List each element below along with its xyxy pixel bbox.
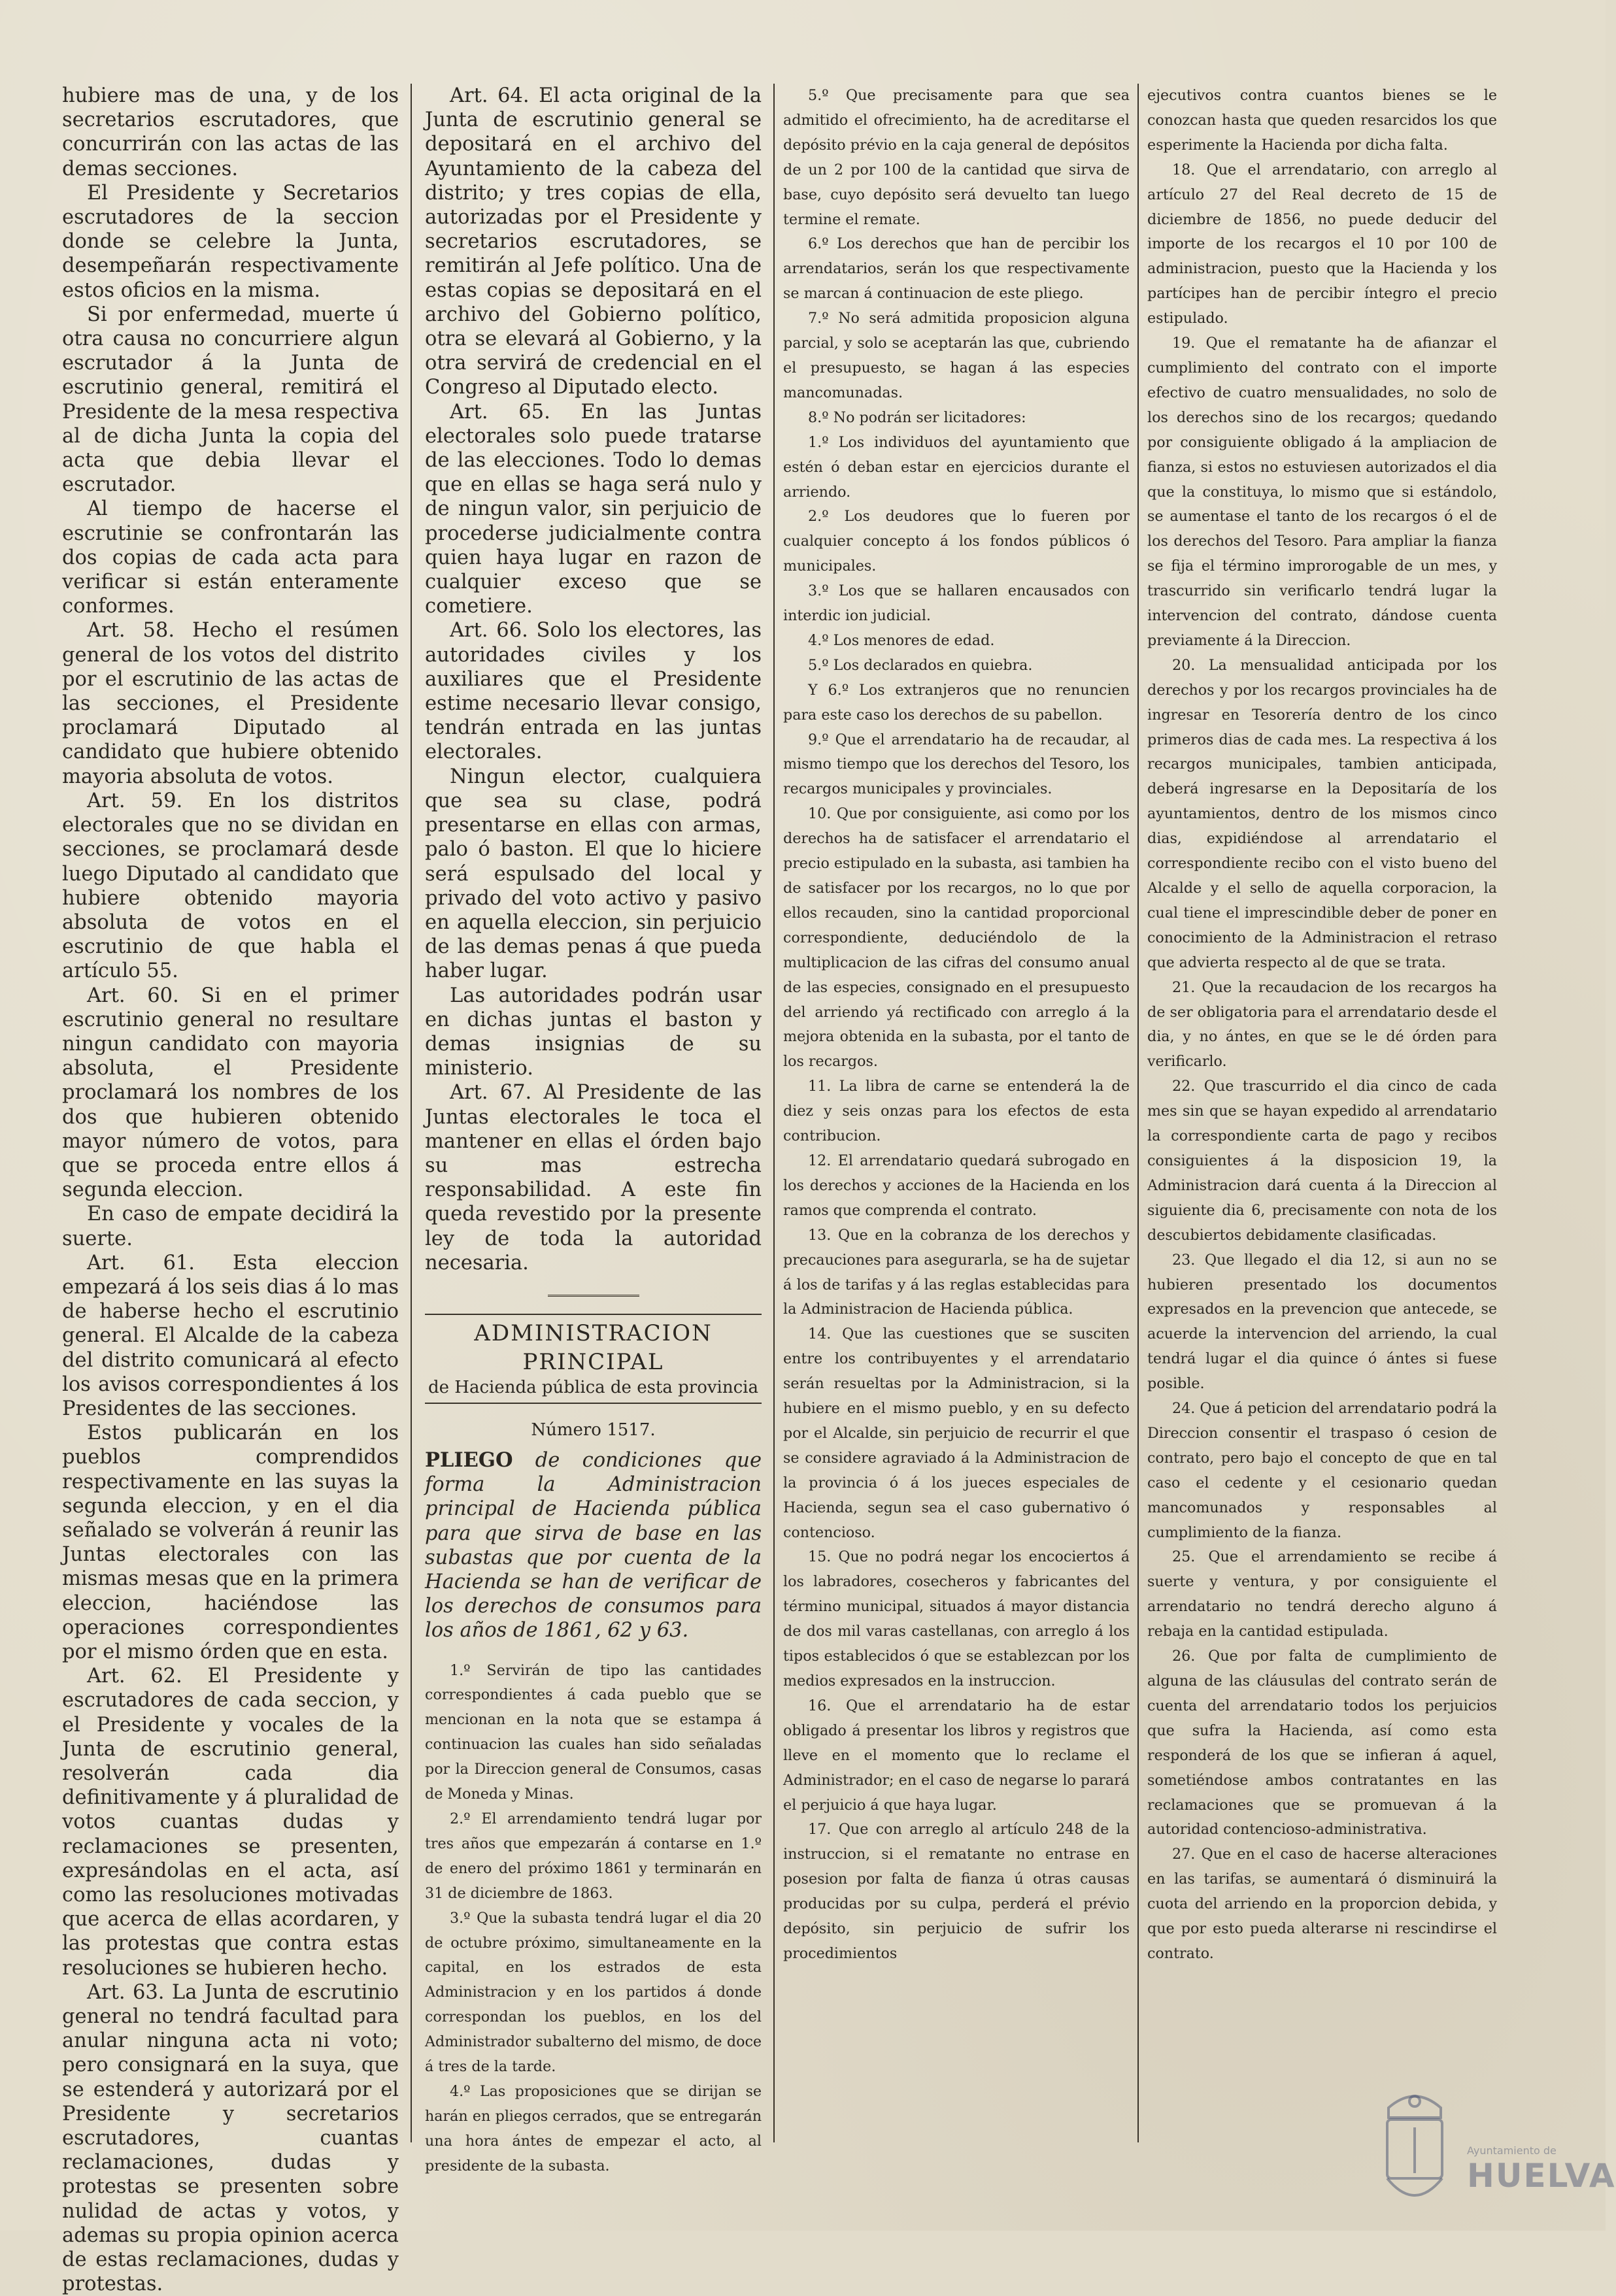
article-65: Art. 65. En las Juntas electorales solo puede tratarse de las elecciones. Todo lo demas que en ellas se haga será nulo y de ningun valor, sin perjuicio de procederse judicialmente contra quien haya lugar en razon de cualquier exceso que se cometiere. (425, 400, 762, 618)
article-67: Art. 67. Al Presidente de las Juntas electorales le toca el mantener en ellas el órden bajo su mas estrecha responsabilidad. A este fin queda revestido por la presente ley de toda la autoridad necesaria. (425, 1081, 762, 1274)
condition-15: 15. Que no podrá negar los encociertos á los labradores, cosecheros y fabricantes del término municipal, situados á mayor distancia de dos mil varas castellanas, con arreglo á los tipos establecidos ó que se establezcan por los medios expresados en la instruccion. (783, 1548, 1130, 1689)
paragraph: ejecutivos contra cuantos bienes se le conozcan hasta que queden resarcidos los que esperimente la Hacienda por dicha falta. (1147, 87, 1497, 154)
paragraph: Al tiempo de hacerse el escrutinie se confrontarán las dos copias de cada acta para verificar si están enteramente conformes. (62, 497, 399, 618)
condition-8: 8.º No podrán ser licitadores: (808, 408, 1026, 426)
column-4 (1147, 84, 1497, 2136)
condition-26: 26. Que por falta de cumplimiento de alguna de las cláusulas del contrato serán de cuenta del arrendatario todos los perjuicios que sufra la Hacienda, así como esta responderá de los que se infieran á aquel, sometiéndose ambos contratantes en las reclamaciones que se promuevan á la autoridad contencioso-administrativa. (1147, 1648, 1497, 1838)
paragraph: En caso de empate decidirá la suerte. (62, 1203, 399, 1250)
condition-27: 27. Que en el caso de hacerse alteraciones en las tarifas, se aumentará ó disminuirá la cuota del arriendo en la proporcion debida, y que por esto pueda alterarse ni rescindirse el contrato. (1147, 1846, 1497, 1962)
condition-13: 13. Que en la cobranza de los derechos y precauciones para asegurarla, se ha de sujetar á los de tarifas y á las reglas establecidas para la Administracion de Hacienda pública. (783, 1226, 1130, 1318)
watermark-line2: HUELVA (1467, 2157, 1616, 2195)
column-3 (783, 84, 1130, 2136)
huelva-crest-icon (1369, 2082, 1460, 2212)
condition-24: 24. Que á peticion del arrendatario podrá la Direccion consentir el traspaso ó cesion de contrato, pero bajo el concepto de que en tal caso el cedente y el cesionario quedan mancomunados y responsables al cumplimiento de la fianza. (1147, 1400, 1497, 1541)
article-63: Art. 63. La Junta de escrutinio general no tendrá facultad para anular ninguna acta ni voto; pero consignará en la suya, que se estenderá y autorizará por el Presidente y secretarios escrutadores, cuantas reclamaciones, dudas y protestas se presenten sobre nulidad de actas y votos, y ademas su propia opinion acerca de estas reclamaciones, dudas y protestas. (62, 1980, 399, 2296)
watermark-line1: Ayuntamiento de (1467, 2144, 1557, 2157)
document-number: Número 1517. (531, 1420, 656, 1440)
paragraph: Las autoridades podrán usar en dichas juntas el baston y demas insignias de su ministerio. (425, 984, 762, 1080)
watermark (1369, 2082, 1616, 2212)
column-rule (1137, 84, 1139, 2142)
article-66: Art. 66. Solo los electores, las autoridades civiles y los auxiliares que el Presidente estime necesario llevar consigo, tendrán entrada en las juntas electorales. (425, 619, 762, 764)
pliego-heading (425, 1448, 762, 1643)
section-title: ADMINISTRACION PRINCIPAL (474, 1320, 713, 1375)
condition-2: 2.º El arrendamiento tendrá lugar por tres años que empezarán á contarse en 1.º de enero del próximo 1861 y terminarán en 31 de diciembre de 1863. (425, 1810, 762, 1902)
condition-21: 21. Que la recaudacion de los recargos ha de ser obligatoria para el arrendatario desde el dia, y no ántes, en que se le dé órden para verificarlo. (1147, 978, 1497, 1071)
condition-6: 6.º Los derechos que han de percibir los arrendatarios, serán los que respectivamente se marcan á continuacion de este pliego. (783, 235, 1130, 303)
article-62: Art. 62. El Presidente y escrutadores de cada seccion, y el Presidente y vocales de la Junta de escrutinio general, resolverán cada dia definitivamente y á pluralidad de votos cuantas dudas y reclamaciones se presenten, expresándolas en el acta, así como las resoluciones motivadas que acerca de ellas acordaren, y las protestas que contra estas resoluciones se hubieren hecho. (62, 1665, 399, 1980)
condition-10: 10. Que por consiguiente, asi como por los derechos ha de satisfacer el arrendatario el precio estipulado en la subasta, asi tambien ha de satisfacer por los recargos, no lo que por ellos recauden, sino la cantidad proporcional correspondiente, deduciéndolo de la multiplicacion de las cifras del consumo anual de las especies, consignado en el presupuesto del arriendo yá rectificado con arreglo á la mejora obtenida en la subasta, por el tanto de los recargos. (783, 805, 1130, 1071)
condition-5: 5.º Que precisamente para que sea admitido el ofrecimiento, ha de acreditarse el depósito prévio en la caja general de depósitos de un 2 por 100 de la cantidad que sirva de base, cuyo depósito será devuelto tan luego termine el remate. (783, 87, 1130, 228)
condition-16: 16. Que el arrendatario ha de estar obligado á presentar los libros y registros que lleve en el momento que lo reclame el Administrador; en el caso de negarse lo parará el perjuicio á que haya lugar. (783, 1697, 1130, 1814)
paragraph: Estos publicarán en los pueblos comprendidos respectivamente en las suyas la segunda eleccion, y en el dia señalado se volverán á reunir las Juntas electorales con las mismas mesas que en la primera eleccion, haciéndose las operaciones correspondientes por el mismo órden que en esta. (62, 1422, 399, 1663)
section-subtitle: de Hacienda pública de esta provincia (428, 1377, 758, 1397)
article-58: Art. 58. Hecho el resúmen general de los votos del distrito por el escrutinio de las actas de las secciones, el Presidente proclamará Diputado al candidato que hubiere obtenido mayoria absoluta de votos. (62, 619, 399, 788)
condition-20: 20. La mensualidad anticipada por los derechos y por los recargos provinciales ha de ingresar en Tesorería dentro de los cinco primeros dias de cada mes. La respectiva á los recargos municipales, tambien anticipada, deberá ingresarse en la Depositaría de los ayuntamientos, dentro de los mismos cinco dias, expidiéndose al arrendatario el correspondiente recibo con el visto bueno del Alcalde y el sello de aquella corporacion, la cual tiene el imprescindible deber de poner en conocimiento de la Administracion el retraso que advierta respecto al de que se trata. (1147, 656, 1497, 971)
condition-14: 14. Que las cuestiones que se susciten entre los contribuyentes y el arrendatario serán resueltas por la Administracion, si la hubiere en el mismo pueblo, y en su defecto por el Alcalde, sin perjuicio de recurrir el que se considere agraviado á la Administracion de la provincia ó á los jueces especiales de Hacienda, segun sea el caso gubernativo ó contencioso. (783, 1325, 1130, 1541)
watermark-text (1467, 2144, 1616, 2195)
article-59: Art. 59. En los distritos electorales que no se dividan en secciones, se proclamará desde luego Diputado al candidato que hubiere obtenido mayoria absoluta de votos en el escrutinio de que habla el artículo 55. (62, 789, 399, 983)
condition-3: 3.º Que la subasta tendrá lugar el dia 20 de octubre próximo, simultaneamente en la capital, en los estrados de esta Administracion y en los partidos á donde correspondan los pueblos, en los del Administrador subalterno del mismo, de doce á tres de la tarde. (425, 1909, 762, 2076)
condition-4: 4.º Las proposiciones que se dirijan se harán en pliegos cerrados, que se entregarán una hora ántes de empezar el acto, al presidente de la subasta. (425, 2082, 762, 2174)
column-rule (773, 84, 775, 2142)
condition-22: 22. Que trascurrido el dia cinco de cada mes sin que se hayan expedido al arrendatario la correspondiente carta de pago y recibos consiguientes á la disposicion 19, la Administracion dará cuenta á la Direccion al siguiente dia 6, precisamente con nota de los descubiertos debidamente clasificadas. (1147, 1078, 1497, 1244)
article-61: Art. 61. Esta eleccion empezará á los seis dias á lo mas de haberse hecho el escrutinio general. El Alcalde de la cabeza del distrito comunicará al efecto los avisos correspondientes á los Presidentes de las secciones. (62, 1251, 399, 1420)
paragraph: Ningun elector, cualquiera que sea su clase, podrá presentarse en ellas con armas, palo ó baston. El que lo hiciere será espulsado del local y privado del voto activo y pasivo en aquella eleccion, sin perjuicio de las demas penas á que pueda haber lugar. (425, 765, 762, 983)
section-divider (548, 1295, 639, 1297)
condition-23: 23. Que llegado el dia 12, si aun no se hubieren presentado los documentos expresados en la prevencion que antecede, se acuerde la intervencion del arriendo, la cual tendrá lugar el dia quince ó ántes si fuese posible. (1147, 1251, 1497, 1393)
sub-item: Y 6.º Los extranjeros que no renuncien para este caso los derechos de su pabellon. (783, 681, 1130, 724)
sub-item: 3.º Los que se hallaren encausados con interdic ion judicial. (783, 582, 1130, 625)
sub-item: 1.º Los individuos del ayuntamiento que estén ó deban estar en ejercicios durante el arriendo. (783, 433, 1130, 501)
section-header (425, 1314, 762, 1404)
column-rule (411, 84, 412, 2142)
condition-18: 18. Que el arrendatario, con arreglo al artículo 27 del Real decreto de 15 de diciembre de 1856, no puede deducir del importe de los recargos el 10 por 100 de administracion, puesto que la Hacienda y los partícipes han de percibir íntegro el precio estipulado. (1147, 161, 1497, 327)
pliego-text: de condiciones que forma la Administracion principal de Hacienda pública para que sirva de base en las subastas que por cuenta de la Hacienda se han de verificar de los derechos de consumos para los años de 1861, 62 y 63. (425, 1448, 762, 1642)
pliego-label: PLIEGO (425, 1448, 513, 1472)
paragraph: El Presidente y Secretarios escrutadores de la seccion donde se celebre la Junta, desempeñarán respectivamente estos oficios en la misma. (62, 181, 399, 302)
condition-1: 1.º Servirán de tipo las cantidades correspondientes á cada pueblo que se mencionan en la nota que se estampa á continuacion las cuales han sido señaladas por la Direccion general de Consumos, casas de Moneda y Minas. (425, 1661, 762, 1803)
sub-item: 2.º Los deudores que lo fueren por cualquier concepto á los fondos públicos ó municipales. (783, 508, 1130, 575)
column-2 (425, 84, 762, 2174)
column-1 (62, 84, 399, 2296)
condition-12: 12. El arrendatario quedará subrogado en los derechos y acciones de la Hacienda en los ramos que comprenda el contrato. (783, 1152, 1130, 1219)
condition-7: 7.º No será admitida proposicion alguna parcial, y solo se aceptarán las que, cubriendo el presupuesto, se hagan á las especies mancomunadas. (783, 310, 1130, 401)
sub-item: 4.º Los menores de edad. (808, 631, 995, 649)
condition-17: 17. Que con arreglo al artículo 248 de la instruccion, si el rematante no entrase en posesion por falta de fianza ú otras causas producidas por su culpa, perderá el prévio depósito, sin perjuicio de sufrir los procedimientos (783, 1821, 1130, 1962)
condition-9: 9.º Que el arrendatario ha de recaudar, al mismo tiempo que los derechos del Tesoro, los recargos municipales y provinciales. (783, 731, 1130, 798)
condition-19: 19. Que el rematante ha de afianzar el cumplimiento del contrato con el importe efectivo de cuatro mensualidades, no solo de los derechos sino de los recargos; quedando por consiguiente obligado á la ampliacion de fianza, si estos no estuviesen autorizados el dia que la constituya, lo mismo que si estándolo, se aumentase el tanto de los recargos ó el de los derechos del Tesoro. Para ampliar la fianza se fija el término improrogable de un mes, y trascurrido sin verificarlo tendrá lugar la intervencion del contrato, dándose cuenta previamente á la Direccion. (1147, 335, 1497, 649)
condition-25: 25. Que el arrendamiento se recibe á suerte y ventura, y por consiguiente el arrendatario no tendrá derecho alguno á rebaja en la cantidad estipulada. (1147, 1548, 1497, 1640)
article-64: Art. 64. El acta original de la Junta de escrutinio general se depositará en el archivo del Ayuntamiento de la cabeza del distrito; y tres copias de ella, autorizadas por el Presidente y secretarios escrutadores, se remitirán al Jefe político. Una de estas copias se depositará en el archivo del Gobierno político, otra se elevará al Gobierno, y la otra servirá de credencial en el Congreso al Diputado electo. (425, 84, 762, 399)
condition-11: 11. La libra de carne se entenderá la de diez y seis onzas para los efectos de esta contribucion. (783, 1078, 1130, 1145)
sub-item: 5.º Los declarados en quiebra. (808, 656, 1033, 674)
article-60: Art. 60. Si en el primer escrutinio general no resultare ningun candidato con mayoria absoluta, el Presidente proclamará los nombres de los dos que hubieren obtenido mayor número de votos, para que se proceda entre ellos á segunda eleccion. (62, 984, 399, 1202)
paragraph: hubiere mas de una, y de los secretarios escrutadores, que concurrirán con las actas de las demas secciones. (62, 84, 399, 180)
paragraph: Si por enfermedad, muerte ú otra causa no concurriere algun escrutador á la Junta de escrutinio general, remitirá el Presidente de la mesa respectiva al de dicha Junta la copia del acta que debia llevar el escrutador. (62, 303, 399, 497)
